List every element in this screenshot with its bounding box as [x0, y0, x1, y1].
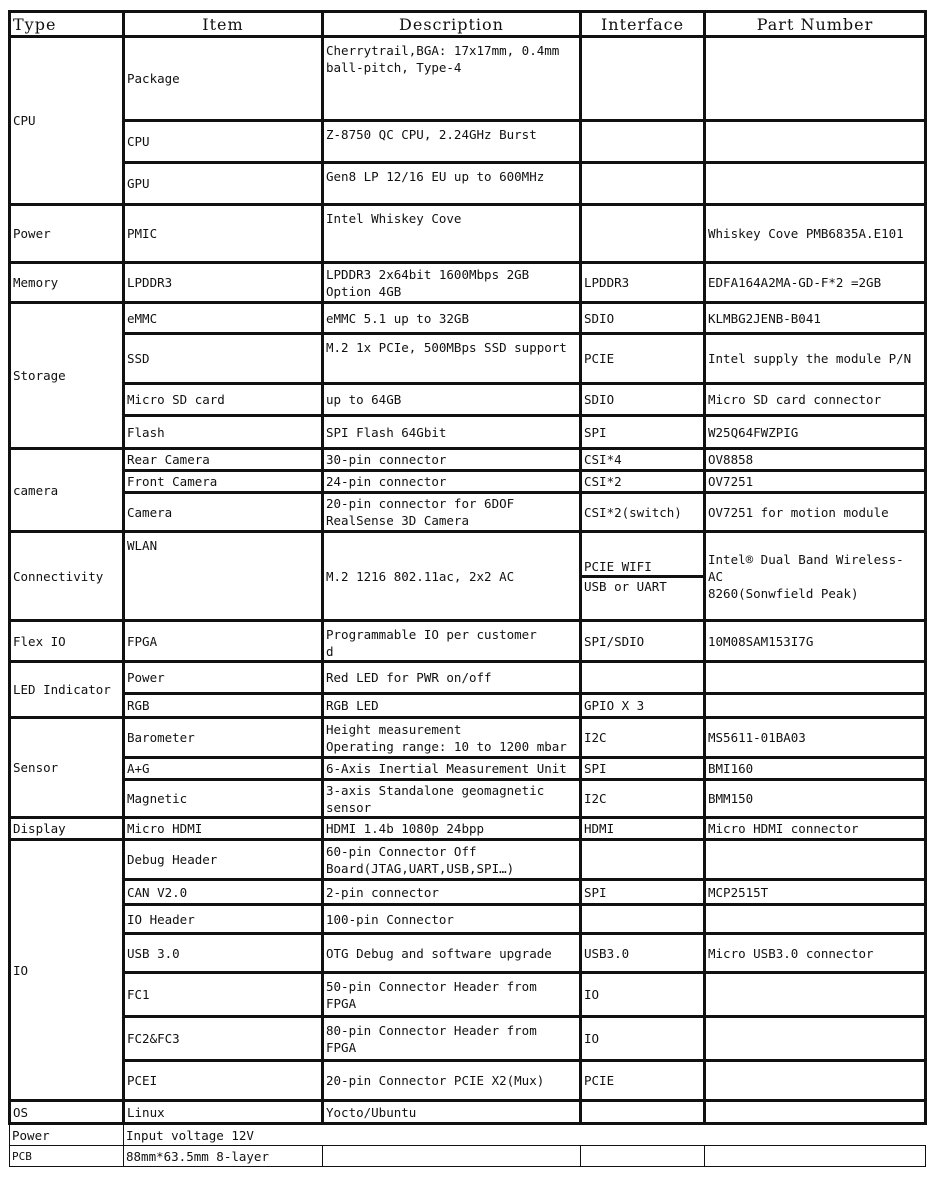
table-row: [10, 905, 926, 934]
header-interface: Interface: [581, 12, 705, 37]
type-cpu: CPU: [10, 37, 124, 205]
header-part-number: Part Number: [705, 12, 926, 37]
part-number-cell: Intel supply the module P/N: [705, 334, 926, 384]
header-item: Item: [124, 12, 323, 37]
table-row: [10, 493, 926, 532]
table-row: [10, 205, 926, 263]
spec-table: [8, 10, 927, 1167]
item-cell: FPGA: [124, 621, 323, 662]
spec-sheet: [8, 10, 926, 1167]
item-cell: WLAN: [124, 532, 323, 621]
description-cell: 2-pin connector: [323, 880, 581, 905]
item-cell: PCEI: [124, 1061, 323, 1101]
interface-cell: I2C: [581, 780, 705, 818]
interface-cell: [581, 1146, 705, 1167]
description-cell: Gen8 LP 12/16 EU up to 600MHz: [323, 163, 581, 205]
type-led-indicator: LED Indicator: [10, 662, 124, 718]
interface-cell: [581, 163, 705, 205]
table-row: [10, 1017, 926, 1061]
description-cell: Programmable IO per customer d: [323, 621, 581, 662]
item-cell: GPU: [124, 163, 323, 205]
type-camera: camera: [10, 449, 124, 532]
description-cell: Height measurement Operating range: 10 to 1200 mbar: [323, 718, 581, 758]
table-row: [10, 718, 926, 758]
item-cell: eMMC: [124, 303, 323, 334]
description-cell: M.2 1x PCIe, 500MBps SSD support: [323, 334, 581, 384]
part-number-cell: MS5611-01BA03: [705, 718, 926, 758]
interface-cell: [581, 37, 705, 121]
part-number-cell: [705, 37, 926, 121]
table-row: [10, 1146, 926, 1167]
interface-cell: PCIE: [581, 334, 705, 384]
type-power-input: Power: [10, 1124, 124, 1146]
interface-cell: SPI: [581, 758, 705, 780]
description-cell: 30-pin connector: [323, 449, 581, 471]
part-number-cell: [705, 121, 926, 163]
part-number-cell: Intel® Dual Band Wireless- AC 8260(Sonwfield Peak): [705, 532, 926, 621]
table-row: [10, 532, 926, 621]
part-number-cell: KLMBG2JENB-B041: [705, 303, 926, 334]
description-cell: 80-pin Connector Header from FPGA: [323, 1017, 581, 1061]
interface-cell: [581, 532, 705, 621]
item-cell: Package: [124, 37, 323, 121]
interface-cell: CSI*2(switch): [581, 493, 705, 532]
type-pcb: PCB: [10, 1146, 124, 1167]
description-cell: up to 64GB: [323, 384, 581, 416]
header-row: [10, 12, 926, 37]
interface-cell: HDMI: [581, 818, 705, 840]
item-cell: RGB: [124, 694, 323, 718]
part-number-cell: [705, 973, 926, 1017]
part-number-cell: Whiskey Cove PMB6835A.E101: [705, 205, 926, 263]
description-cell: Z-8750 QC CPU, 2.24GHz Burst: [323, 121, 581, 163]
table-row: [10, 934, 926, 973]
table-row: [10, 1124, 926, 1146]
table-row: [10, 880, 926, 905]
item-cell: 88mm*63.5mm 8-layer: [124, 1146, 323, 1167]
item-cell: CPU: [124, 121, 323, 163]
description-cell: 3-axis Standalone geomagnetic sensor: [323, 780, 581, 818]
description-cell: [323, 1146, 581, 1167]
header-type: Type: [10, 12, 124, 37]
item-cell: LPDDR3: [124, 263, 323, 303]
part-number-cell: OV7251: [705, 471, 926, 493]
type-os: OS: [10, 1101, 124, 1124]
part-number-cell: 10M08SAM153I7G: [705, 621, 926, 662]
table-row: [10, 840, 926, 880]
type-io: IO: [10, 840, 124, 1101]
interface-usb-uart: USB or UART: [582, 575, 703, 595]
table-row: [10, 416, 926, 449]
type-power: Power: [10, 205, 124, 263]
interface-cell: [581, 905, 705, 934]
part-number-cell: OV7251 for motion module: [705, 493, 926, 532]
type-connectivity: Connectivity: [10, 532, 124, 621]
description-cell: OTG Debug and software upgrade: [323, 934, 581, 973]
part-number-cell: Micro USB3.0 connector: [705, 934, 926, 973]
interface-cell: [581, 205, 705, 263]
part-number-cell: BMM150: [705, 780, 926, 818]
interface-cell: LPDDR3: [581, 263, 705, 303]
description-cell: 20-pin connector for 6DOF RealSense 3D Camera: [323, 493, 581, 532]
description-cell: 100-pin Connector: [323, 905, 581, 934]
part-number-cell: [705, 1017, 926, 1061]
interface-cell: [581, 121, 705, 163]
interface-cell: SPI: [581, 416, 705, 449]
part-number-cell: MCP2515T: [705, 880, 926, 905]
description-cell: SPI Flash 64Gbit: [323, 416, 581, 449]
part-number-cell: BMI160: [705, 758, 926, 780]
interface-cell: SDIO: [581, 303, 705, 334]
table-row: [10, 303, 926, 334]
part-number-cell: [705, 840, 926, 880]
part-number-cell: [705, 662, 926, 694]
type-display: Display: [10, 818, 124, 840]
interface-cell: I2C: [581, 718, 705, 758]
table-row: [10, 662, 926, 694]
item-cell: Front Camera: [124, 471, 323, 493]
table-row: [10, 818, 926, 840]
description-cell: RGB LED: [323, 694, 581, 718]
item-cell: Camera: [124, 493, 323, 532]
item-cell: Linux: [124, 1101, 323, 1124]
type-memory: Memory: [10, 263, 124, 303]
part-number-cell: Micro HDMI connector: [705, 818, 926, 840]
interface-cell: PCIE: [581, 1061, 705, 1101]
description-cell: 24-pin connector: [323, 471, 581, 493]
interface-cell: CSI*2: [581, 471, 705, 493]
item-cell: CAN V2.0: [124, 880, 323, 905]
item-cell: USB 3.0: [124, 934, 323, 973]
interface-cell: IO: [581, 973, 705, 1017]
table-row: [10, 263, 926, 303]
description-cell: eMMC 5.1 up to 32GB: [323, 303, 581, 334]
type-sensor: Sensor: [10, 718, 124, 818]
table-row: [10, 973, 926, 1017]
interface-pcie-wifi: PCIE WIFI: [584, 558, 652, 574]
description-cell: M.2 1216 802.11ac, 2x2 AC: [323, 532, 581, 621]
table-row: [10, 384, 926, 416]
description-cell: 60-pin Connector Off Board(JTAG,UART,USB,SPI…): [323, 840, 581, 880]
description-cell: 50-pin Connector Header from FPGA: [323, 973, 581, 1017]
item-cell: Input voltage 12V: [124, 1124, 926, 1146]
interface-cell: USB3.0: [581, 934, 705, 973]
item-cell: Power: [124, 662, 323, 694]
item-cell: A+G: [124, 758, 323, 780]
description-cell: 6-Axis Inertial Measurement Unit: [323, 758, 581, 780]
header-description: Description: [323, 12, 581, 37]
item-cell: PMIC: [124, 205, 323, 263]
table-row: [10, 471, 926, 493]
interface-cell: [581, 662, 705, 694]
table-row: [10, 121, 926, 163]
item-cell: FC1: [124, 973, 323, 1017]
table-row: [10, 758, 926, 780]
interface-cell: [581, 840, 705, 880]
part-number-cell: EDFA164A2MA-GD-F*2 =2GB: [705, 263, 926, 303]
interface-cell: CSI*4: [581, 449, 705, 471]
description-cell: HDMI 1.4b 1080p 24bpp: [323, 818, 581, 840]
table-row: [10, 780, 926, 818]
interface-cell: SPI/SDIO: [581, 621, 705, 662]
item-cell: SSD: [124, 334, 323, 384]
item-cell: Flash: [124, 416, 323, 449]
table-row: [10, 1061, 926, 1101]
interface-cell: SPI: [581, 880, 705, 905]
part-number-cell: [705, 1061, 926, 1101]
description-cell: Yocto/Ubuntu: [323, 1101, 581, 1124]
table-row: [10, 37, 926, 121]
type-storage: Storage: [10, 303, 124, 449]
part-number-cell: W25Q64FWZPIG: [705, 416, 926, 449]
table-row: [10, 1101, 926, 1124]
table-row: [10, 694, 926, 718]
description-cell: Red LED for PWR on/off: [323, 662, 581, 694]
item-cell: Debug Header: [124, 840, 323, 880]
part-number-cell: [705, 694, 926, 718]
table-row: [10, 621, 926, 662]
item-cell: Magnetic: [124, 780, 323, 818]
table-row: [10, 449, 926, 471]
part-number-cell: Micro SD card connector: [705, 384, 926, 416]
item-cell: IO Header: [124, 905, 323, 934]
table-row: [10, 163, 926, 205]
item-cell: Rear Camera: [124, 449, 323, 471]
item-cell: FC2&FC3: [124, 1017, 323, 1061]
description-cell: 20-pin Connector PCIE X2(Mux): [323, 1061, 581, 1101]
part-number-cell: [705, 163, 926, 205]
type-flex-io: Flex IO: [10, 621, 124, 662]
description-cell: Cherrytrail,BGA: 17x17mm, 0.4mm ball-pitch, Type-4: [323, 37, 581, 121]
part-number-cell: [705, 905, 926, 934]
interface-cell: GPIO X 3: [581, 694, 705, 718]
interface-cell: [581, 1101, 705, 1124]
item-cell: Micro HDMI: [124, 818, 323, 840]
item-cell: Micro SD card: [124, 384, 323, 416]
description-cell: Intel Whiskey Cove: [323, 205, 581, 263]
table-row: [10, 334, 926, 384]
interface-cell: SDIO: [581, 384, 705, 416]
interface-cell: IO: [581, 1017, 705, 1061]
description-cell: LPDDR3 2x64bit 1600Mbps 2GB Option 4GB: [323, 263, 581, 303]
part-number-cell: OV8858: [705, 449, 926, 471]
part-number-cell: [705, 1146, 926, 1167]
item-cell: Barometer: [124, 718, 323, 758]
part-number-cell: [705, 1101, 926, 1124]
